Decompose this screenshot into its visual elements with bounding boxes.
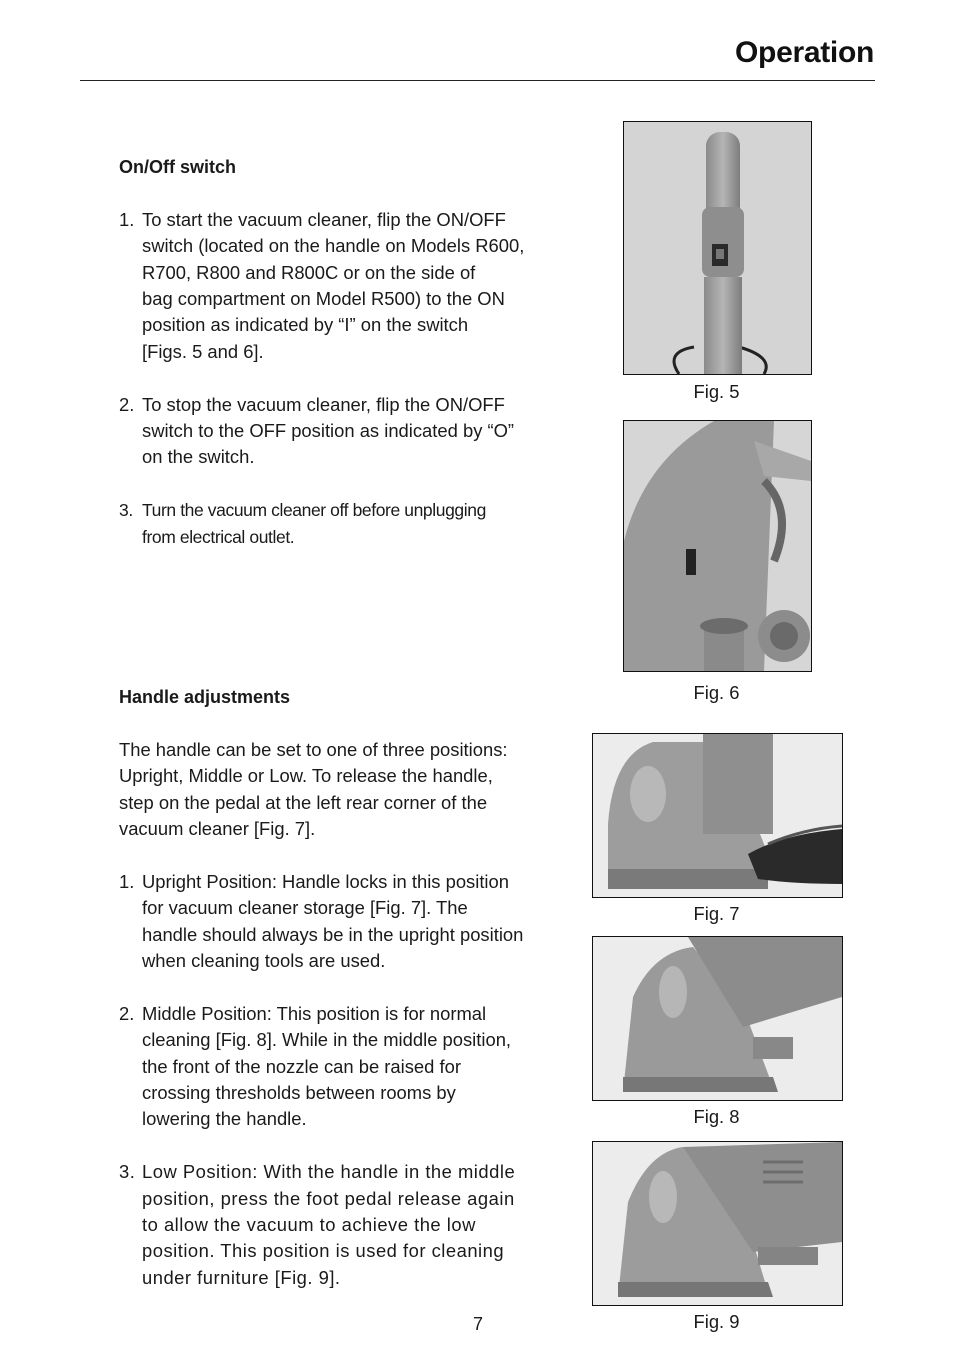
item-line: To stop the vacuum cleaner, flip the ON/OFF (142, 393, 505, 415)
figure-5-photo (623, 121, 812, 375)
item-line: Low Position: With the handle in the middle (142, 1161, 516, 1183)
figure-7-caption: Fig. 7 (693, 903, 740, 924)
handle-item-2 (119, 1001, 559, 1133)
figure-9-caption: Fig. 9 (693, 1311, 740, 1332)
intro-line: The handle can be set to one of three positions: (119, 738, 508, 760)
intro-line: vacuum cleaner [Fig. 7]. (119, 818, 316, 840)
item-line: [Figs. 5 and 6]. (142, 340, 264, 362)
onoff-item-3 (119, 497, 559, 550)
item-line: position as indicated by “I” on the switch (142, 314, 469, 336)
figure-8-caption: Fig. 8 (693, 1106, 740, 1127)
item-line: under furniture [Fig. 9]. (142, 1266, 341, 1288)
figure-5-caption: Fig. 5 (693, 381, 740, 402)
figure-6-caption: Fig. 6 (693, 682, 740, 703)
item-line: position. This position is used for cleaning (142, 1240, 505, 1262)
figure-9-photo (592, 1141, 843, 1306)
figure-6-photo (623, 420, 812, 672)
item-line: R700, R800 and R800C or on the side of (142, 261, 476, 283)
item-line: Middle Position: This position is for normal (142, 1002, 487, 1024)
item-number: 2. (119, 1002, 135, 1024)
item-number: 1. (119, 870, 135, 892)
item-line: cleaning [Fig. 8]. While in the middle position, (142, 1029, 512, 1051)
item-line: crossing thresholds between rooms by (142, 1082, 456, 1104)
item-line: handle should always be in the upright position (142, 923, 524, 945)
item-line: lowering the handle. (142, 1108, 307, 1130)
item-number: 2. (119, 393, 135, 415)
figure-7-photo (592, 733, 843, 898)
item-number: 3. (119, 500, 133, 521)
item-line: bag compartment on Model R500) to the ON (142, 288, 505, 310)
handle-item-3 (119, 1159, 559, 1291)
item-line: on the switch. (142, 446, 255, 468)
item-line: for vacuum cleaner storage [Fig. 7]. The (142, 897, 468, 919)
onoff-item-2 (119, 392, 559, 471)
handle-section (119, 684, 559, 1291)
handle-intro (119, 737, 559, 843)
intro-line: step on the pedal at the left rear corner of the (119, 791, 488, 813)
intro-line: Upright, Middle or Low. To release the handle, (119, 765, 493, 787)
item-line: switch (located on the handle on Models R600, (142, 235, 525, 257)
page-title: Operation (735, 36, 874, 69)
item-line: Turn the vacuum cleaner off before unplugging (142, 500, 486, 521)
item-line: position, press the foot pedal release again (142, 1187, 515, 1209)
item-line: To start the vacuum cleaner, flip the ON/OFF (142, 208, 506, 230)
item-line: when cleaning tools are used. (142, 950, 386, 972)
page-number: 7 (472, 1314, 483, 1334)
item-line: to allow the vacuum to achieve the low (142, 1214, 476, 1236)
item-number: 1. (119, 208, 135, 230)
handle-heading: Handle adjustments (119, 687, 291, 707)
title-rule (80, 80, 875, 81)
onoff-heading: On/Off switch (119, 157, 236, 177)
item-line: Upright Position: Handle locks in this position (142, 870, 509, 892)
figure-8-photo (592, 936, 843, 1101)
handle-item-1 (119, 869, 559, 975)
item-line: from electrical outlet. (142, 526, 295, 547)
item-line: the front of the nozzle can be raised for (142, 1055, 461, 1077)
onoff-section (119, 154, 559, 550)
item-line: switch to the OFF position as indicated by “O” (142, 420, 515, 442)
item-number: 3. (119, 1161, 136, 1183)
onoff-item-1 (119, 207, 559, 365)
